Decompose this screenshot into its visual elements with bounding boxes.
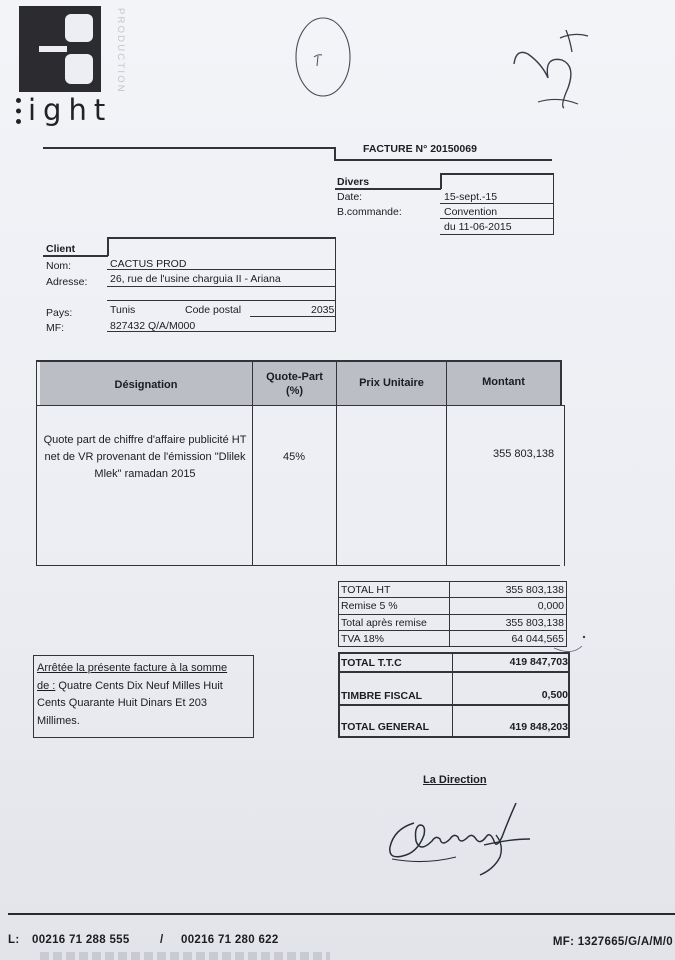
client-row-line-4: [250, 316, 335, 317]
handwritten-signature: [384, 795, 540, 877]
amount-in-words-text: [37, 660, 251, 730]
divers-date-value: 15-sept.-15: [444, 191, 498, 203]
divers-order-value: Convention: [444, 206, 498, 218]
amount-words-line1: Arrêtée la présente facture à la somme: [37, 662, 228, 674]
footer-rule: [8, 913, 675, 915]
client-mf-label: MF:: [46, 322, 65, 334]
footer-faint-address: [40, 952, 330, 960]
company-logo-text: ight: [28, 93, 113, 127]
client-row-line-2: [107, 286, 335, 287]
amount-words-prefix: de :: [37, 679, 56, 692]
client-country-value: Tunis: [110, 304, 136, 316]
col-header-amount: Montant: [482, 376, 525, 388]
divers-row-line-3: [440, 234, 553, 235]
divers-row-line-1: [440, 203, 553, 204]
amount-words-line2: Quatre Cents Dix Neuf Milles Huit: [55, 679, 223, 692]
stamp-value: 0,500: [541, 689, 568, 701]
ttc-value: 419 847,703: [509, 656, 568, 668]
total-ht-value: 355 803,138: [505, 584, 564, 596]
client-name-label: Nom:: [46, 260, 72, 272]
totals-row-line-2: [338, 614, 567, 615]
footer-phone-prefix: L:: [8, 934, 20, 946]
client-country-label: Pays:: [46, 307, 73, 319]
totals-row-line-3: [338, 630, 567, 631]
client-box-right: [335, 237, 336, 332]
table-row-share: 45%: [283, 451, 306, 463]
discount-value: 0,000: [537, 600, 564, 612]
table-right-edge-top: [560, 360, 562, 405]
handwritten-vat-mark: [552, 626, 592, 656]
table-row-amount: 355 803,138: [493, 448, 555, 460]
amount-in-words-box: [33, 655, 254, 738]
divers-rule-step: [440, 173, 442, 189]
after-discount-label: Total après remise: [341, 617, 427, 629]
client-postal-value: 2035: [311, 304, 335, 316]
table-right-edge-body: [564, 405, 565, 566]
vat-label: TVA 18%: [341, 633, 384, 645]
client-rule-left: [43, 255, 108, 257]
handwritten-circle-mark: [292, 14, 354, 100]
footer-phone-1: 00216 71 288 555: [32, 934, 130, 946]
handwritten-number-mark: [508, 26, 600, 116]
total-ht-label: TOTAL HT: [341, 584, 391, 596]
footer-mf: MF: 1327665/G/A/M/0: [552, 936, 673, 948]
svg-text:PRODUCTION: PRODUCTION: [115, 8, 126, 94]
grand-totals-row-line-2: [338, 704, 570, 706]
client-row-line-3: [107, 300, 335, 301]
divers-order-label: B.commande:: [337, 206, 402, 218]
divers-order-date: du 11-06-2015: [444, 221, 512, 233]
table-header-rule: [36, 405, 564, 406]
divers-rule-left: [335, 188, 441, 190]
divers-box-right: [553, 173, 554, 235]
client-address-label: Adresse:: [46, 276, 88, 288]
client-postal-label: Code postal: [185, 304, 242, 316]
client-name-value: CACTUS PROD: [110, 258, 187, 270]
company-logo-wordmark: [16, 94, 112, 126]
client-rule-top: [107, 237, 336, 239]
col-header-share-line2: (%): [285, 385, 304, 397]
amount-words-line3: Cents Quarante Huit Dinars Et 203: [37, 697, 207, 709]
col-header-share: [253, 366, 336, 402]
invoice-title: FACTURE N° 20150069: [363, 143, 477, 155]
col-header-unit-price: Prix Unitaire: [359, 377, 424, 389]
after-discount-value: 355 803,138: [505, 617, 564, 629]
totals-row-line-1: [338, 597, 567, 598]
client-rule-step: [107, 237, 109, 256]
header-rule-left: [43, 147, 335, 149]
client-heading: Client: [46, 243, 76, 255]
grand-totals-row-line-1: [338, 671, 570, 673]
footer-phone-separator: /: [160, 934, 164, 946]
vat-value: 64 044,565: [511, 633, 564, 645]
company-logo-vertical-text: [108, 6, 126, 124]
stamp-label: TIMBRE FISCAL: [341, 690, 423, 702]
divers-row-line-2: [440, 218, 553, 219]
client-address-value: 26, rue de l'usine charguia II - Ariana: [110, 273, 281, 285]
client-mf-value: 827432 Q/A/M000: [110, 320, 196, 332]
col-header-share-line1: Quote-Part: [266, 371, 323, 383]
discount-label: Remise 5 %: [341, 600, 398, 612]
signature-heading: La Direction: [423, 774, 487, 786]
grand-totals-col-divider: [452, 652, 453, 738]
grand-total-label: TOTAL GENERAL: [341, 721, 430, 733]
divers-date-label: Date:: [337, 191, 363, 203]
divers-heading: Divers: [337, 176, 370, 188]
footer-phone-2: 00216 71 280 622: [181, 934, 279, 946]
divers-rule-top: [440, 173, 554, 175]
header-rule-right: [334, 159, 552, 161]
col-header-designation: Désignation: [114, 379, 178, 391]
ttc-label: TOTAL T.T.C: [341, 657, 402, 669]
company-logo-mark: [19, 6, 101, 92]
grand-total-value: 419 848,203: [509, 721, 568, 733]
amount-words-line4: Millimes.: [37, 714, 80, 727]
table-row-designation: Quote part de chiffre d'affaire publicité HT net de VR provenant de l'émission "Dlilek Mlek" ramadan 2015: [43, 434, 247, 480]
